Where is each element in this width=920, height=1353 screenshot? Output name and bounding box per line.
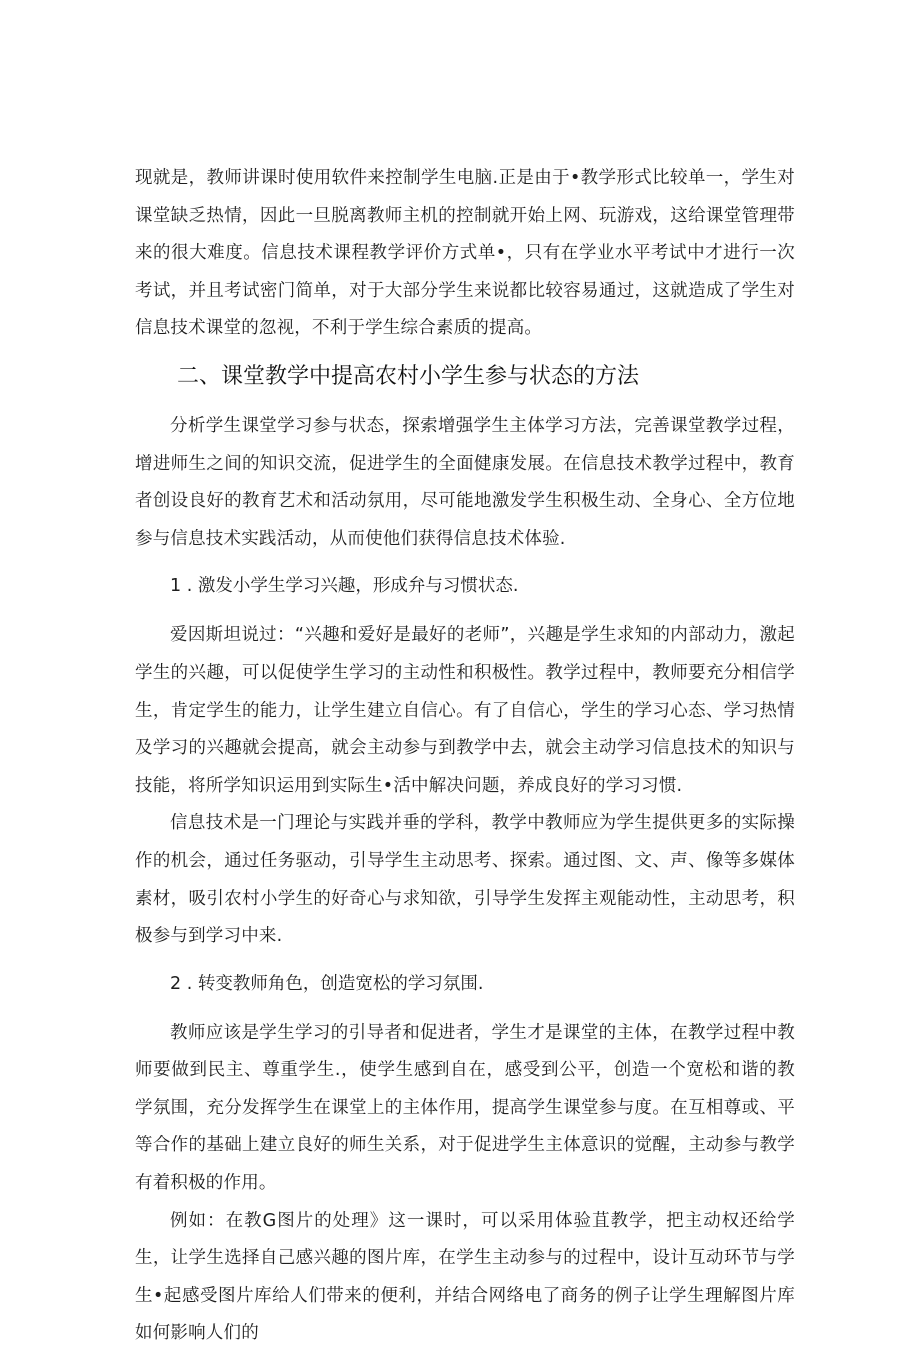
subheading-1: 1 . 激发小学生学习兴趣，形成弁与习惯状态. (170, 576, 519, 597)
section-heading: 二、课堂教学中提高农村小学生参与状态的方法 (177, 363, 640, 389)
paragraph-teacher-role: 教师应该是学生学习的引导者和促进者，学生才是课堂的主体，在教学过程中教师要做到民主、尊重学生.，使学生感到自在，感受到公平，创造一个宽松和谐的教学氛围，充分发挥学生在课堂上的主体作用，提高学生课堂参与度。在互相尊或、平等合作的基础上建立良好的师生关系，对于促进学生主体意识的觉醒，主动参与教学有着积极的作用。 (135, 1022, 795, 1194)
paragraph-continuation: 现就是，教师讲课时使用软件来控制学生电脑.正是由于•教学形式比较单一，学生对课堂缺乏热情，因此一旦脱离教师主机的控制就开始上网、玩游戏，这给课堂管理带来的很大难度。信息技术课程教学评价方式单•，只有在学业水平考试中才进行一次考试，并且考试密门简单，对于大部分学生来说都比较容易通过，这就造成了学生对信息技术课堂的忽视，不利于学生综合素质的提高。 (135, 168, 795, 339)
paragraph-example: 例如：在教G图片的处理》这一课时，可以采用体验苴教学，把主动权还给学生，让学生选择自己感兴趣的图片库，在学生主动参与的过程中，设计互动环节与学生•起感受图片库给人们带来的便利，并结合网络电了商务的例子让学生理解图片库如何影响人们的 (135, 1210, 795, 1344)
paragraph-practice: 信息技术是一门理论与实践并垂的学科，教学中教师应为学生提供更多的实际操作的机会，通过任务驱动，引导学生主动思考、探索。通过图、文、声、像等多媒体素材，吸引农村小学生的好奇心与求知欲，引导学生发挥主观能动性，主动思考，积极参与到学习中来. (135, 813, 795, 947)
subheading-2: 2 . 转变教师角色，创造宽松的学习氛围. (170, 973, 484, 994)
document-body (135, 160, 795, 1353)
paragraph-interest: 爱因斯坦说过：“兴趣和爱好是最好的老师”，兴趣是学生求知的内部动力，激起学生的兴趣，可以促使学生学习的主动性和积极性。教学过程中，教师要充分相信学生，肯定学生的能力，让学生建立自信心。有了自信心，学生的学习心态、学习热情及学习的兴趣就会提高，就会主动参与到教学中去，就会主动学习信息技术的知识与技能，将所学知识运用到实际生•活中解决问题，养成良好的学习习惯. (135, 625, 795, 796)
paragraph-intro: 分析学生课堂学习参与状态，探索增强学生主体学习方法，完善课堂教学过程，增进师生之间的知识交流，促进学生的全面健康发展。在信息技术教学过程中，教育者创设良好的教育艺术和活动氛用，尽可能地激发学生积极生动、全身心、全方位地参与信息技术实践活动，从而使他们获得信息技术体验. (135, 415, 795, 549)
